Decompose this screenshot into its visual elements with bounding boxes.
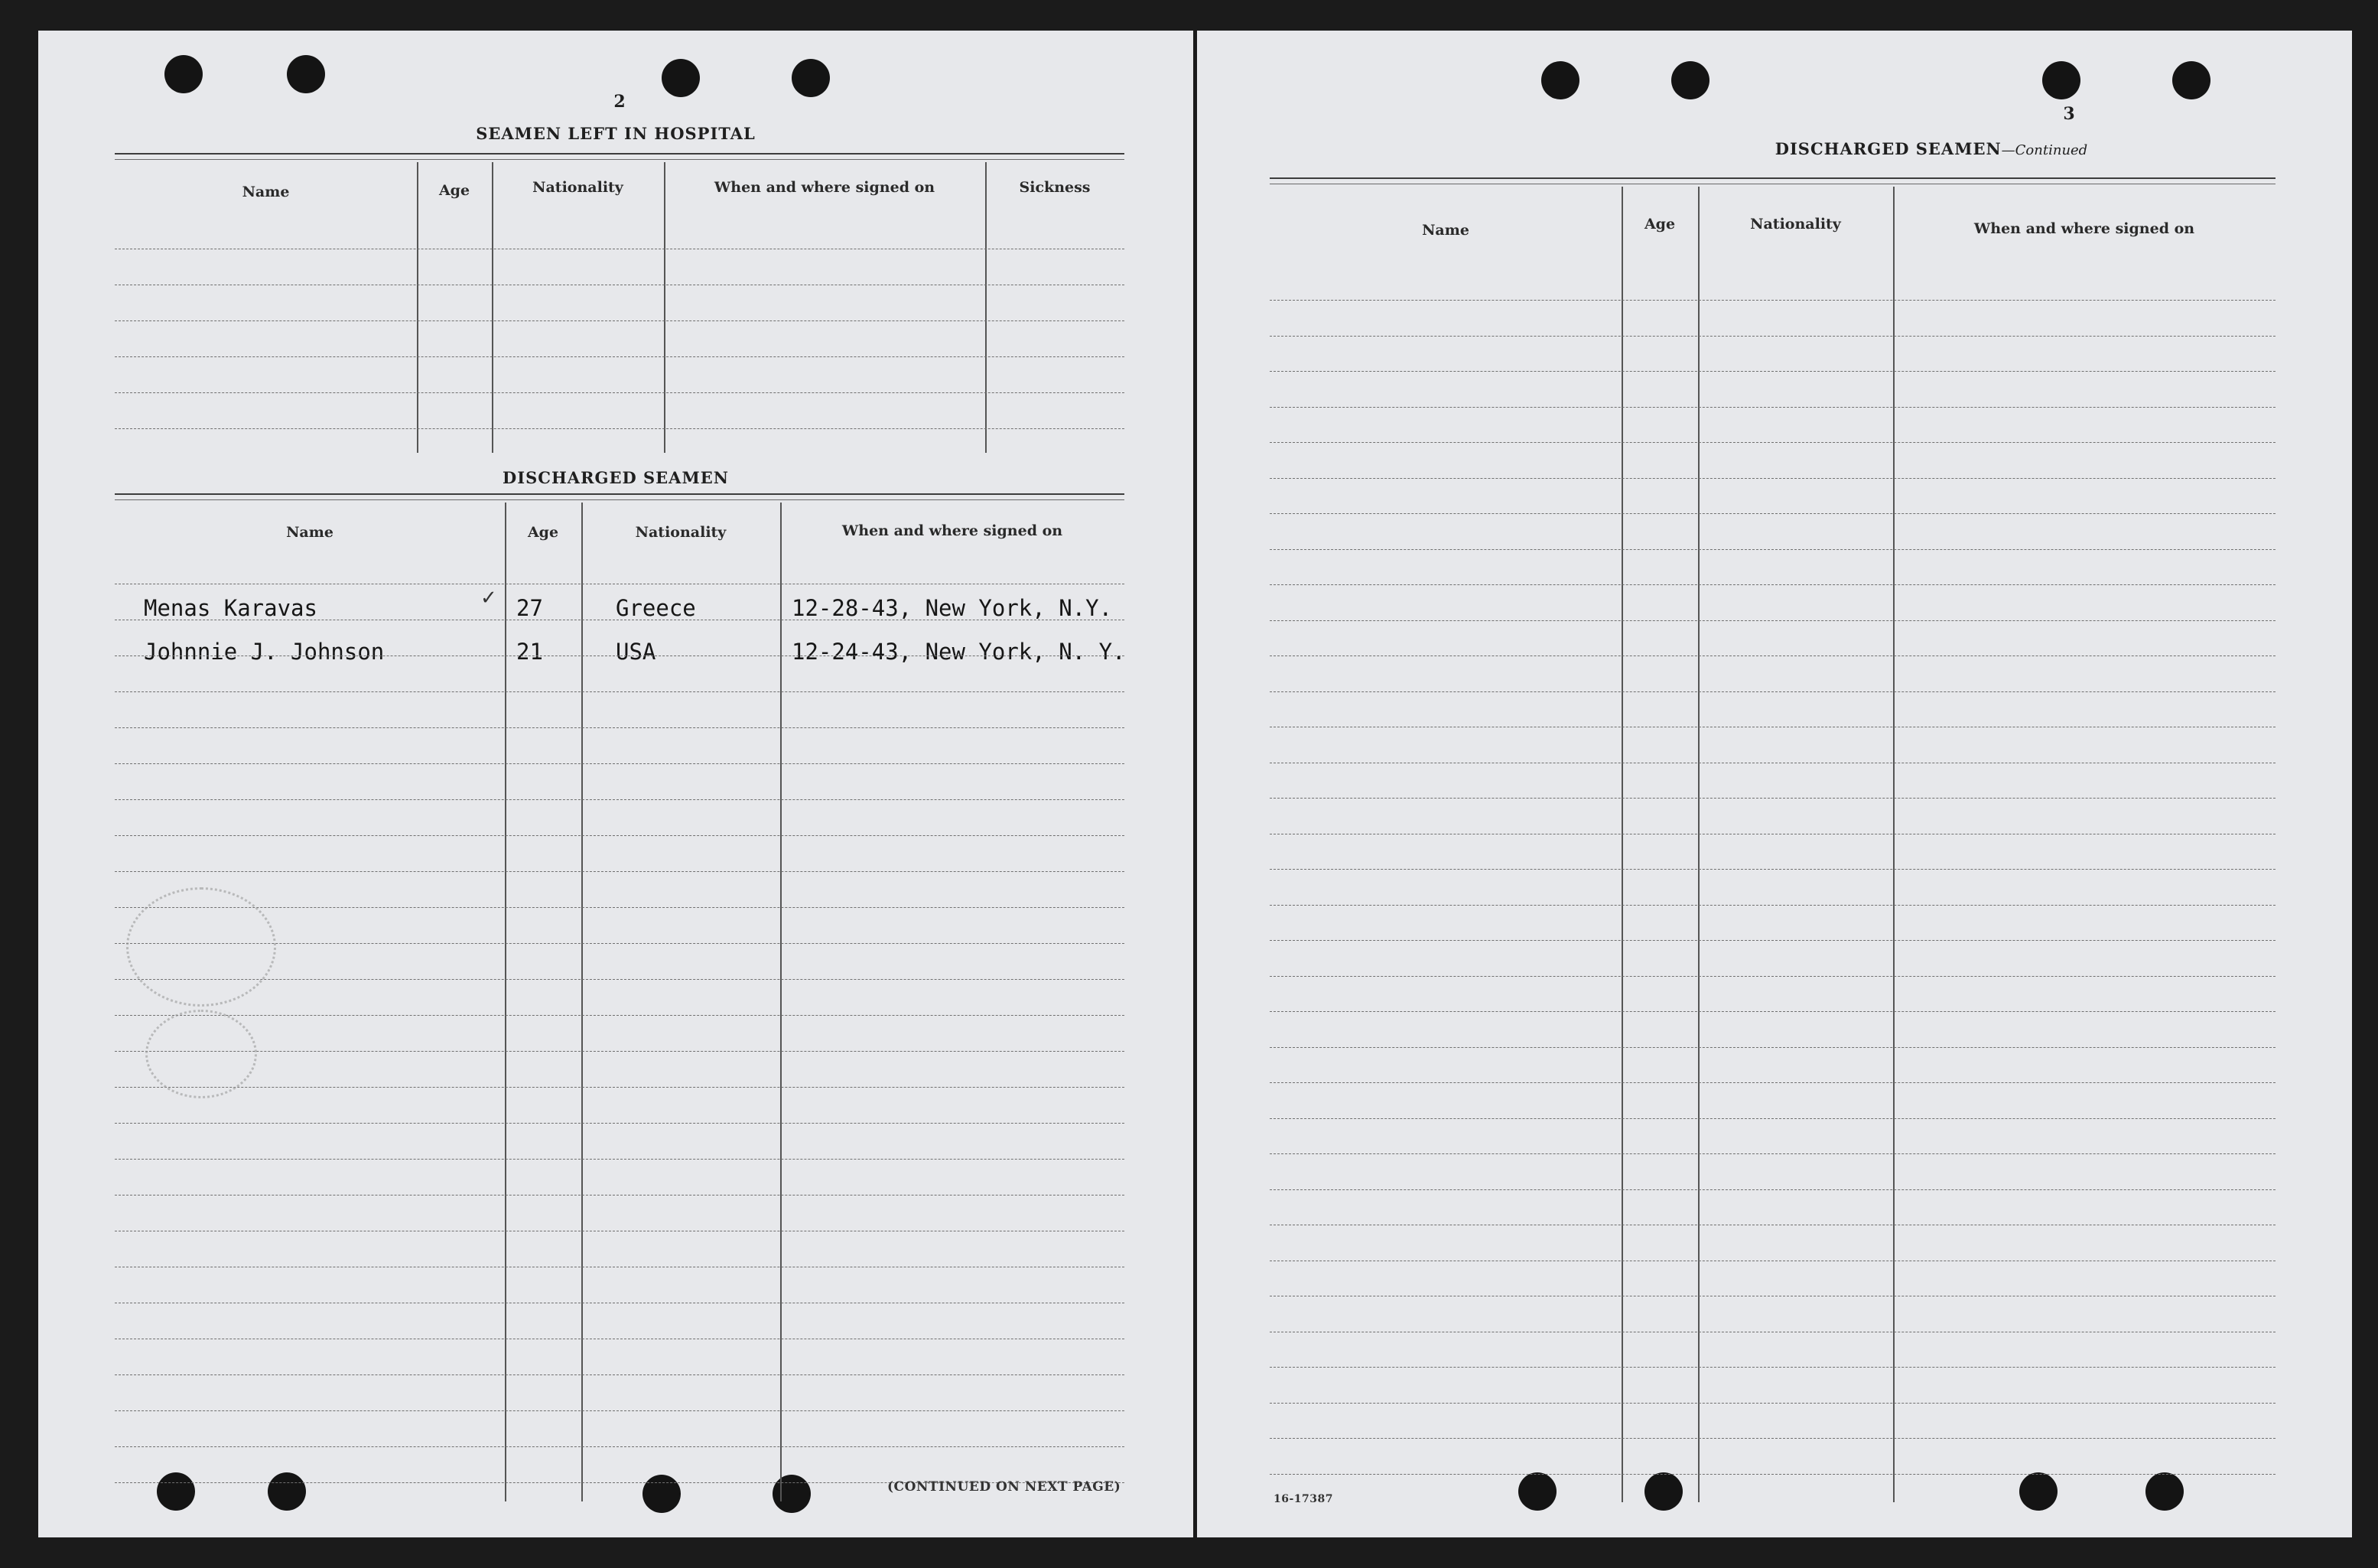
ruled-line <box>115 727 1124 728</box>
col-header-signed-on: When and where signed on <box>714 179 935 196</box>
punch-hole <box>1541 61 1579 99</box>
seaman-nationality: Greece <box>616 595 696 621</box>
ruled-line <box>1270 691 2276 692</box>
col-header-name: Name <box>242 184 290 200</box>
ruled-line <box>1270 905 2276 906</box>
continued-note: (CONTINUED ON NEXT PAGE) <box>887 1479 1121 1495</box>
hospital-section-title: SEAMEN LEFT IN HOSPITAL <box>476 124 756 143</box>
ruled-line <box>1270 549 2276 550</box>
left-page <box>38 31 1193 1537</box>
ruled-line <box>1270 336 2276 337</box>
seaman-signed-on: 12-28-43, New York, N.Y. <box>792 595 1113 621</box>
punch-hole <box>2042 61 2080 99</box>
ruled-line <box>1270 869 2276 870</box>
page-number: 3 <box>2063 104 2075 124</box>
punch-hole <box>1671 61 1709 99</box>
title-main: DISCHARGED SEAMEN <box>1775 139 2002 158</box>
seaman-signed-on: 12-24-43, New York, N. Y. <box>792 639 1126 665</box>
ruled-line <box>1270 1047 2276 1048</box>
ruled-line <box>1270 1438 2276 1439</box>
punch-hole <box>164 55 203 93</box>
ruled-line <box>1270 371 2276 372</box>
page-number: 2 <box>613 92 626 112</box>
faded-stamp <box>145 1010 257 1098</box>
hospital-table <box>115 153 1124 455</box>
ruled-line <box>115 835 1124 836</box>
col-header-sickness: Sickness <box>1019 179 1091 196</box>
col-header-signed-on: When and where signed on <box>1973 220 2195 237</box>
seaman-age: 21 <box>516 639 543 665</box>
ruled-line <box>115 979 1124 980</box>
punch-hole <box>792 59 830 97</box>
col-header-name: Name <box>1422 222 1469 239</box>
ruled-line <box>115 1123 1124 1124</box>
ruled-line <box>1270 976 2276 977</box>
faded-stamp <box>126 887 276 1007</box>
ruled-line <box>115 1446 1124 1447</box>
ruled-line <box>1270 513 2276 514</box>
check-mark: ✓ <box>480 587 497 610</box>
ruled-line <box>1270 1474 2276 1475</box>
ruled-line <box>1270 798 2276 799</box>
ruled-line <box>1270 620 2276 621</box>
col-header-signed-on: When and where signed on <box>841 522 1063 539</box>
seaman-age: 27 <box>516 595 543 621</box>
punch-hole <box>287 55 325 93</box>
ruled-line <box>1270 1082 2276 1083</box>
form-number: 16-17387 <box>1274 1493 1333 1505</box>
ruled-line <box>1270 1011 2276 1012</box>
continued-section-title <box>1687 139 2176 158</box>
col-header-nationality: Nationality <box>635 524 727 541</box>
ruled-line <box>1270 1189 2276 1190</box>
ruled-line <box>1270 478 2276 479</box>
ruled-line <box>1270 300 2276 301</box>
ruled-line <box>1270 1367 2276 1368</box>
ruled-line <box>1270 407 2276 408</box>
ruled-line <box>115 871 1124 872</box>
ruled-line <box>115 763 1124 764</box>
discharged-continued-table <box>1270 177 2276 1505</box>
punch-hole <box>662 59 700 97</box>
ruled-line <box>115 799 1124 800</box>
ruled-line <box>115 1015 1124 1016</box>
ruled-line <box>1270 940 2276 941</box>
ruled-line <box>115 1159 1124 1160</box>
ruled-line <box>115 691 1124 692</box>
ruled-line <box>115 1374 1124 1375</box>
punch-hole <box>2172 61 2210 99</box>
col-header-nationality: Nationality <box>532 179 623 196</box>
ruled-line <box>115 1195 1124 1196</box>
ruled-line <box>1270 442 2276 443</box>
col-header-name: Name <box>286 524 333 541</box>
ruled-line <box>115 907 1124 908</box>
ruled-line <box>1270 584 2276 585</box>
ruled-line <box>1270 1153 2276 1154</box>
seaman-nationality: USA <box>616 639 656 665</box>
seaman-name: Johnnie J. Johnson <box>144 639 385 665</box>
discharged-table <box>115 493 1124 1503</box>
title-continued: —Continued <box>2001 142 2088 158</box>
ruled-line <box>115 1410 1124 1411</box>
col-header-age: Age <box>527 524 559 541</box>
ruled-line <box>1270 1118 2276 1119</box>
col-header-nationality: Nationality <box>1750 216 1841 233</box>
discharged-section-title: DISCHARGED SEAMEN <box>503 468 729 487</box>
ruled-line <box>1270 1403 2276 1404</box>
col-header-age: Age <box>1644 216 1676 233</box>
ruled-line <box>115 1087 1124 1088</box>
col-header-age: Age <box>438 182 470 199</box>
right-page <box>1197 31 2352 1537</box>
ruled-line <box>115 1051 1124 1052</box>
seaman-name: Menas Karavas <box>144 595 317 621</box>
